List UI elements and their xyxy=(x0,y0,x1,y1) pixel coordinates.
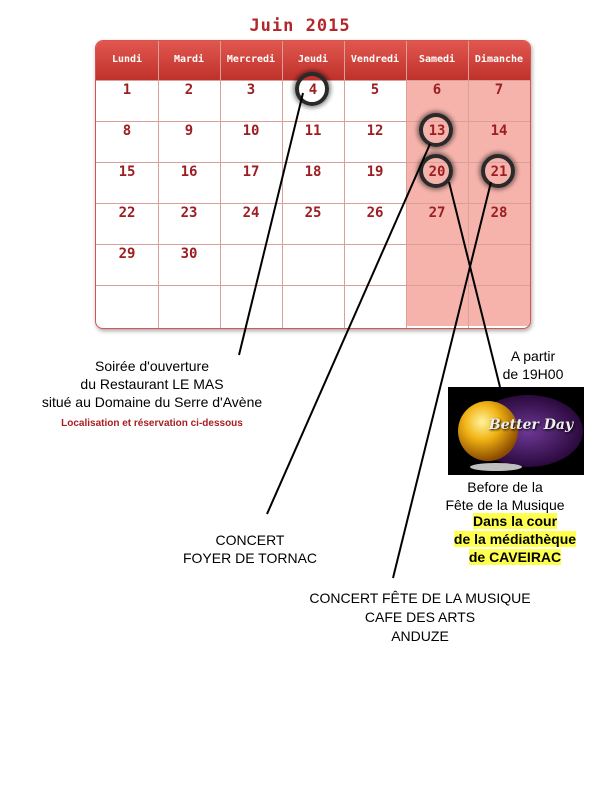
event-mas-line3: situé au Domaine du Serre d'Avène xyxy=(41,394,263,410)
day-cell: 19 xyxy=(366,164,384,180)
month-title: Juin 2015 xyxy=(249,16,351,36)
weekday-header: Vendredi xyxy=(350,54,400,65)
event-caveirac-line2: Fête de la Musique xyxy=(445,497,565,513)
day-cell: 20 xyxy=(428,164,446,180)
day-cell: 4 xyxy=(308,82,318,98)
day-cell: 10 xyxy=(242,123,260,139)
day-cell: 28 xyxy=(490,205,508,221)
day-cell: 1 xyxy=(122,82,132,98)
weekday-header: Lundi xyxy=(111,54,143,65)
better-day-logo xyxy=(448,387,584,475)
day-cell: 13 xyxy=(428,123,446,139)
weekday-header: Dimanche xyxy=(474,54,524,65)
event-caveirac-time2: de 19H00 xyxy=(502,366,564,382)
event-anduze-line2: CAFE DES ARTS xyxy=(364,609,476,625)
day-cell: 16 xyxy=(180,164,198,180)
day-cell: 27 xyxy=(428,205,446,221)
event-caveirac-highlight2: de la médiathèque xyxy=(453,531,577,547)
callout-line-13 xyxy=(267,144,430,514)
day-cell: 26 xyxy=(366,205,384,221)
callout-line-4 xyxy=(239,93,303,355)
day-cell: 14 xyxy=(490,123,508,139)
better-day-logo-text: Better Day xyxy=(488,417,574,433)
day-cell: 7 xyxy=(494,82,504,98)
day-cell: 9 xyxy=(184,123,194,139)
day-cell: 17 xyxy=(242,164,260,180)
event-anduze-line3: ANDUZE xyxy=(391,628,449,644)
event-mas-line1: Soirée d'ouverture xyxy=(95,358,209,374)
day-cell: 22 xyxy=(118,205,136,221)
day-cell: 30 xyxy=(180,246,198,262)
day-cell: 25 xyxy=(304,205,322,221)
event-mas-line2: du Restaurant LE MAS xyxy=(80,376,224,392)
event-mas-note[interactable]: Localisation et réservation ci-dessous xyxy=(61,418,243,429)
event-tornac xyxy=(140,531,360,567)
event-caveirac xyxy=(440,478,570,514)
day-cell: 15 xyxy=(118,164,136,180)
event-caveirac-time1: A partir xyxy=(510,348,556,364)
day-cell: 8 xyxy=(122,123,132,139)
weekday-header: Mardi xyxy=(173,54,205,65)
event-caveirac-venue xyxy=(430,512,600,566)
weekday-header: Mercredi xyxy=(226,54,276,65)
event-caveirac-highlight3: de CAVEIRAC xyxy=(468,549,562,565)
day-cell: 21 xyxy=(490,164,508,180)
day-cell: 5 xyxy=(370,82,380,98)
event-anduze-line1: CONCERT FÊTE DE LA MUSIQUE xyxy=(309,590,531,606)
event-caveirac-highlight1: Dans la cour xyxy=(472,513,558,529)
day-cell: 24 xyxy=(242,205,260,221)
event-mas xyxy=(10,357,294,411)
event-tornac-line2: FOYER DE TORNAC xyxy=(182,550,318,566)
day-cell: 3 xyxy=(246,82,256,98)
day-cell: 29 xyxy=(118,246,136,262)
event-tornac-line1: CONCERT xyxy=(215,532,285,548)
day-cell: 12 xyxy=(366,123,384,139)
event-anduze xyxy=(270,589,570,646)
day-cell: 2 xyxy=(184,82,194,98)
day-cell: 11 xyxy=(304,123,322,139)
weekday-header: Samedi xyxy=(418,54,456,65)
day-cell: 6 xyxy=(432,82,442,98)
event-caveirac-line1: Before de la xyxy=(467,479,543,495)
day-cell: 18 xyxy=(304,164,322,180)
event-caveirac-time xyxy=(480,347,586,383)
day-cell: 23 xyxy=(180,205,198,221)
weekday-header: Jeudi xyxy=(297,54,329,65)
